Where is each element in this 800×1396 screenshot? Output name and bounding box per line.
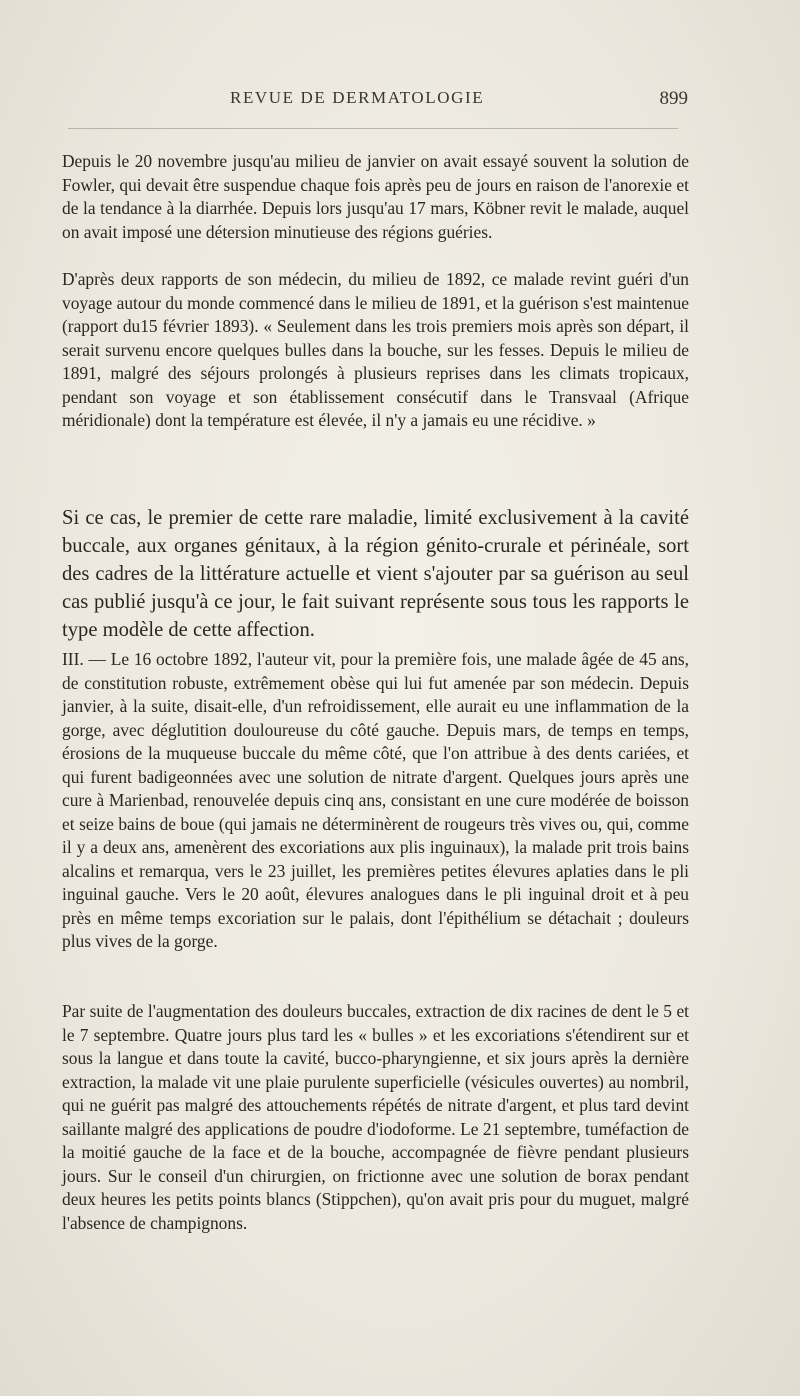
running-title: REVUE DE DERMATOLOGIE [230,88,485,107]
page-header [60,88,688,118]
paragraph-case-three [62,648,689,954]
paragraph-text: Par suite de l'augmentation des douleurs buccales, extraction de dix racines de dent le 5 et le 7 septembre. Quatre jours plus tard les « bulles » et les excoriations s'étendirent sur et sous la langue et dans toute la cavité, bucco-pharyngienne, et six jours après la dernière extraction, la malade vit une plaie purulente superficielle (vésicules ouvertes) au nombril, qui ne guérit pas malgré des attouchements répétés de nitrate d'argent, et plus tard devint saillante malgré des applications de poudre d'iodoforme. Le 21 septembre, tuméfaction de la moitié gauche de la face et de la bouche, accompagnée de fièvre pendant plusieurs jours. Sur le conseil d'un chirurgien, on frictionne avec une solution de borax pendant deux heures les petits points blancs (Stippchen), qu'on avait pris pour du muguet, malgré l'absence de champignons. [62,1001,689,1233]
paragraph-text: D'après deux rapports de son médecin, du milieu de 1892, ce malade revint guéri d'un voyage autour du monde commencé dans le milieu de 1891, et la guérison s'est maintenue (rapport du15 février 1893). « Seulement dans les trois premiers mois après son départ, il serait survenu encore quelques bulles dans la bouche, sur les fesses. Depuis le milieu de 1891, malgré des séjours prolongés à plusieurs reprises dans les climats tropicaux, pendant son voyage et son établissement consécutif dans le Transvaal (Afrique méridionale) dont la température est élevée, il n'y a jamais eu une récidive. » [62,269,689,430]
paragraph-text: Si ce cas, le premier de cette rare maladie, limité exclusivement à la cavité buccale, aux organes génitaux, à la région génito-crurale et périnéale, sort des cadres de la littérature actuelle et vient s'ajouter par sa guérison au seul cas publié jusqu'à ce jour, le fait suivant représente sous tous les rapports le type modèle de cette affection. [62,507,689,641]
paragraph-case-three-continued [62,1000,689,1235]
paragraph-fowler-treatment [62,150,689,244]
paragraph-case-summary [62,504,689,644]
paragraph-text: III. — Le 16 octobre 1892, l'auteur vit, pour la première fois, une malade âgée de 45 ans, de constitution robuste, extrêmement obèse qui lui fut amenée par son médecin. Depuis janvier, à la suite, disait-elle, d'un refroidissement, elle aurait eu une inflammation de la gorge, avec déglutition douloureuse du côté gauche. Depuis mars, de temps en temps, érosions de la muqueuse buccale du même côté, que l'on attribue à des dents cariées, et qui furent badigeonnées avec une solution de nitrate d'argent. Quelques jours après une cure à Marienbad, renouvelée depuis cinq ans, consistant en une cure modérée de boisson et seize bains de boue (qui jamais ne déterminèrent de rougeurs très vives ou, qui, comme il y a deux ans, amenèrent des excoriations aux plis inguinaux), la malade prit trois bains alcalins et remarqua, vers le 23 juillet, les premières petites élevures aplaties dans le pli inguinal gauche. Vers le 20 août, élevures analogues dans le pli inguinal droit et à peu près en même temps excoriation sur le palais, dont l'épithélium se détachait ; douleurs plus vives de la gorge. [62,649,689,951]
paragraph-text: Depuis le 20 novembre jusqu'au milieu de janvier on avait essayé souvent la solution de Fowler, qui devait être suspendue chaque fois après peu de jours en raison de l'anorexie et de la tendance à la diarrhée. Depuis lors jusqu'au 17 mars, Köbner revit le malade, auquel on avait imposé une détersion minutieuse des régions guéries. [62,151,689,242]
paragraph-doctor-reports [62,268,689,433]
header-rule [68,128,678,129]
page-number: 899 [659,88,688,109]
